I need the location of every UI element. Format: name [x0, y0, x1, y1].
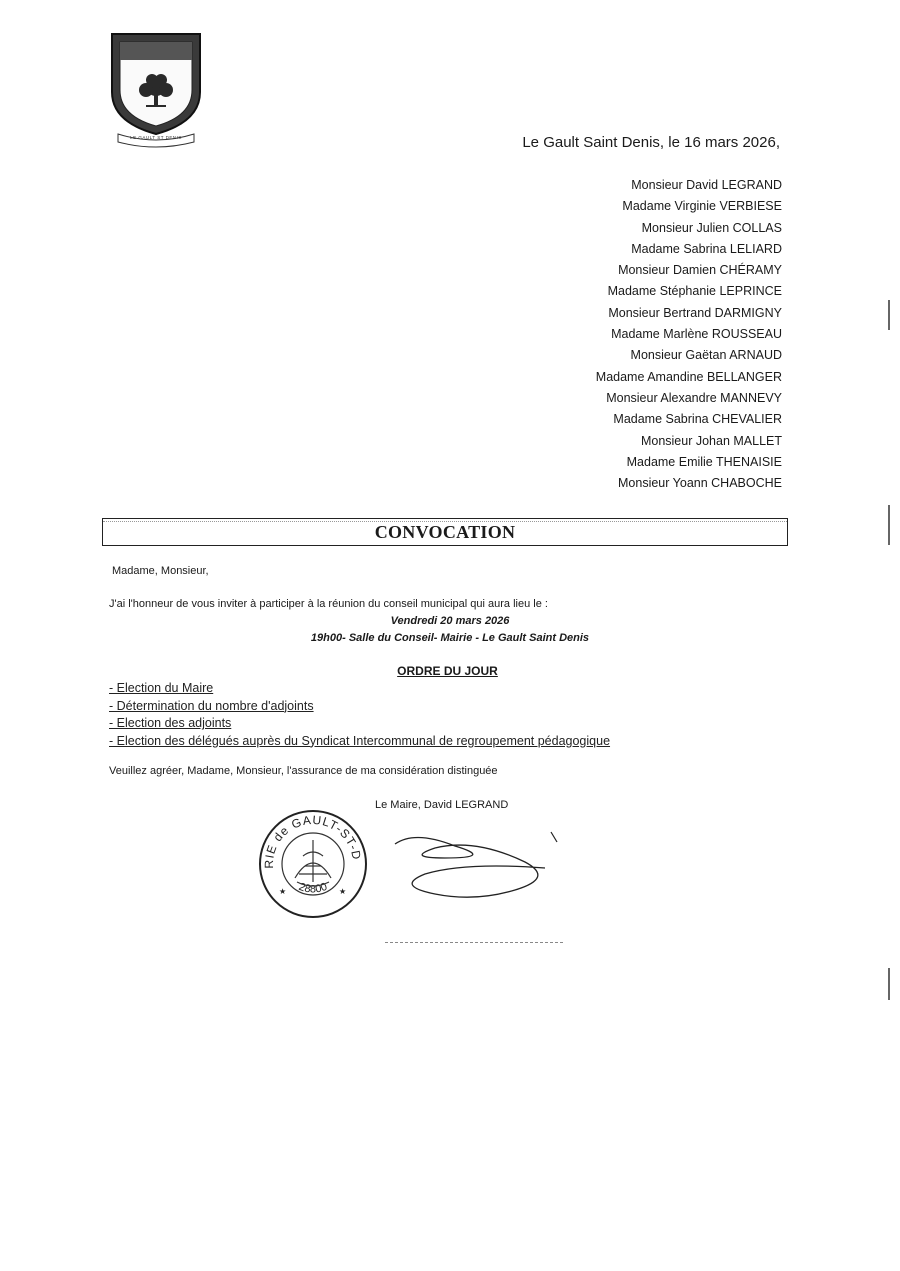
recipient: Monsieur Gaëtan ARNAUD: [630, 348, 782, 363]
recipient: Monsieur Bertrand DARMIGNY: [608, 305, 782, 320]
recipient: Monsieur Alexandre MANNEVY: [606, 390, 782, 405]
meeting-date: Vendredi 20 mars 2026: [390, 615, 510, 627]
svg-text:★: ★: [339, 887, 347, 896]
agenda-item: - Election des adjoints: [109, 716, 232, 730]
recipient: Monsieur Damien CHÉRAMY: [618, 263, 782, 278]
stamp-bottom-text: 28800: [297, 880, 329, 896]
agenda-list: [109, 680, 610, 750]
signature-dotted-line: [385, 942, 563, 943]
meeting-time-place: 19h00- Salle du Conseil- Mairie - Le Gault Saint Denis: [310, 632, 590, 644]
recipient: Madame Virginie VERBIESE: [622, 199, 782, 214]
scan-edge-mark: [888, 300, 890, 330]
stamp-top-text: RIE de GAULT-ST-D: [261, 812, 364, 869]
signatory: Le Maire, David LEGRAND: [375, 799, 509, 811]
mairie-stamp: [257, 808, 369, 920]
svg-text:MAIRIE de GAULT-ST-DENIS: [257, 808, 364, 869]
crest-banner: LE GAULT ST DENIS: [130, 135, 182, 140]
stamp-seal-icon: [257, 808, 369, 920]
recipient: Madame Emilie THENAISIE: [626, 454, 782, 469]
recipient-list: [596, 175, 782, 494]
recipient: Madame Stéphanie LEPRINCE: [607, 284, 782, 299]
salutation: Madame, Monsieur,: [112, 565, 209, 577]
recipient: Madame Amandine BELLANGER: [595, 369, 782, 384]
recipient: Monsieur Julien COLLAS: [641, 220, 782, 235]
scan-edge-mark: [888, 505, 890, 545]
recipient: Monsieur David LEGRAND: [631, 178, 782, 192]
coat-of-arms: [108, 30, 204, 148]
convocation-title-box: [102, 518, 788, 546]
svg-text:28800: [297, 881, 329, 896]
closing-formula: Veuillez agréer, Madame, Monsieur, l'assurance de ma considération distinguée: [109, 765, 498, 777]
agenda-item: - Détermination du nombre d'adjoints: [109, 698, 314, 713]
recipient: Monsieur Johan MALLET: [640, 433, 782, 448]
dateline: Le Gault Saint Denis, le 16 mars 2026,: [522, 134, 780, 151]
recipient: Monsieur Yoann CHABOCHE: [618, 476, 782, 491]
invitation-text: J'ai l'honneur de vous inviter à participer à la réunion du conseil municipal qui aura lieu le :: [109, 598, 548, 610]
agenda-item: - Election du Maire: [109, 681, 214, 695]
agenda-title: ORDRE DU JOUR: [397, 664, 498, 678]
recipient: Madame Sabrina CHEVALIER: [613, 412, 782, 427]
scan-edge-mark: [888, 968, 890, 1000]
mayor-signature: [375, 828, 575, 908]
signature-icon: [375, 828, 575, 908]
coat-of-arms-tree-icon: [108, 30, 204, 148]
agenda-item: - Election des délégués auprès du Syndicat Intercommunal de regroupement pédagogique: [109, 733, 611, 748]
svg-text:★: ★: [279, 887, 287, 896]
convocation-title: CONVOCATION: [374, 522, 516, 542]
recipient: Madame Sabrina LELIARD: [631, 241, 782, 256]
recipient: Madame Marlène ROUSSEAU: [611, 327, 782, 342]
